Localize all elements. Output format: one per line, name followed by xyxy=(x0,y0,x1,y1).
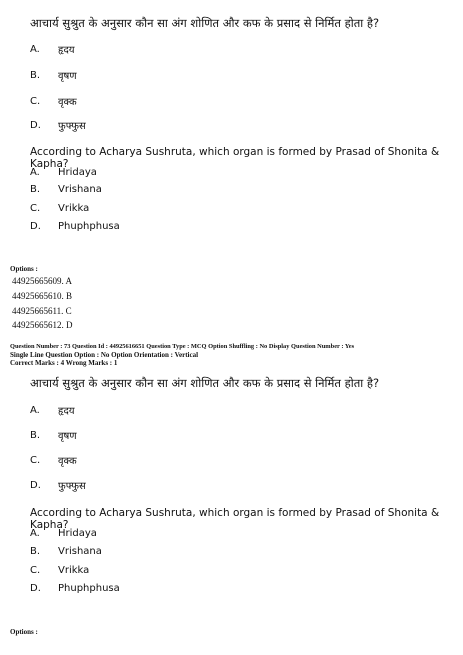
question-hindi: आचार्य सुश्रुत के अनुसार कौन सा अंग शोणित और कफ के प्रसाद से निर्मित होता है? xyxy=(30,16,380,30)
option-hindi-a xyxy=(30,403,75,417)
option-hindi-a xyxy=(30,42,75,56)
option-text: Hridaya xyxy=(58,528,97,539)
option-hindi-b xyxy=(30,68,77,82)
option-letter: B. xyxy=(30,69,41,81)
option-text: वृषण xyxy=(58,71,77,82)
option-text: Phuphphusa xyxy=(58,583,120,594)
option-english-a xyxy=(30,528,97,539)
option-text: हृदय xyxy=(58,406,75,417)
option-letter: B. xyxy=(30,429,41,441)
option-letter: C. xyxy=(30,203,41,214)
option-letter: A. xyxy=(30,528,40,539)
option-text: Vrishana xyxy=(58,546,102,557)
option-letter: D. xyxy=(30,221,41,232)
question-meta-line: Question Number : 73 Question Id : 44925616651 Question Type : MCQ Option Shuffling : No Display Question Number : Yes xyxy=(10,343,355,350)
option-text: वृषण xyxy=(58,431,77,442)
option-letter: D. xyxy=(30,583,41,594)
option-text: Phuphphusa xyxy=(58,221,120,232)
option-text: Vrikka xyxy=(58,565,90,576)
option-hindi-c xyxy=(30,94,77,108)
option-english-d xyxy=(30,583,120,594)
marks-line: Correct Marks : 4 Wrong Marks : 1 xyxy=(10,359,118,367)
option-letter: D. xyxy=(30,119,41,131)
option-hindi-c xyxy=(30,453,77,467)
option-letter: A. xyxy=(30,167,40,178)
option-english-d xyxy=(30,221,120,232)
option-english-b xyxy=(30,546,102,557)
option-text: Hridaya xyxy=(58,167,97,178)
option-text: Vrishana xyxy=(58,184,102,195)
option-text: फुफ्फुस xyxy=(58,121,86,132)
question-english: According to Acharya Sushruta, which organ is formed by Prasad of Shonita & Kapha? xyxy=(30,507,440,531)
option-english-c xyxy=(30,203,89,214)
option-letter: C. xyxy=(30,95,41,107)
option-text: Vrikka xyxy=(58,203,90,214)
option-hindi-b xyxy=(30,428,77,442)
question-hindi: आचार्य सुश्रुत के अनुसार कौन सा अंग शोणित और कफ के प्रसाद से निर्मित होता है? xyxy=(30,376,380,390)
option-english-a xyxy=(30,167,97,178)
options-label: Options : xyxy=(10,265,38,273)
option-letter: C. xyxy=(30,565,41,576)
options-label: Options : xyxy=(10,628,38,636)
question-english: According to Acharya Sushruta, which organ is formed by Prasad of Shonita & Kapha? xyxy=(30,146,440,170)
option-text: वृक्क xyxy=(58,456,77,467)
option-code: 44925665609. A xyxy=(12,276,73,286)
option-english-c xyxy=(30,565,89,576)
option-hindi-d xyxy=(30,118,86,132)
option-letter: A. xyxy=(30,43,40,55)
option-letter: D. xyxy=(30,479,41,491)
option-text: हृदय xyxy=(58,45,75,56)
option-code: 44925665611. C xyxy=(12,306,72,316)
option-text: वृक्क xyxy=(58,97,77,108)
option-letter: B. xyxy=(30,184,41,195)
option-english-b xyxy=(30,184,102,195)
option-text: फुफ्फुस xyxy=(58,481,86,492)
option-letter: C. xyxy=(30,454,41,466)
question-meta-line: Single Line Question Option : No Option Orientation : Vertical xyxy=(10,351,199,359)
option-code: 44925665610. B xyxy=(12,291,73,301)
option-code: 44925665612. D xyxy=(12,320,73,330)
option-letter: B. xyxy=(30,546,41,557)
option-hindi-d xyxy=(30,478,86,492)
option-letter: A. xyxy=(30,404,40,416)
